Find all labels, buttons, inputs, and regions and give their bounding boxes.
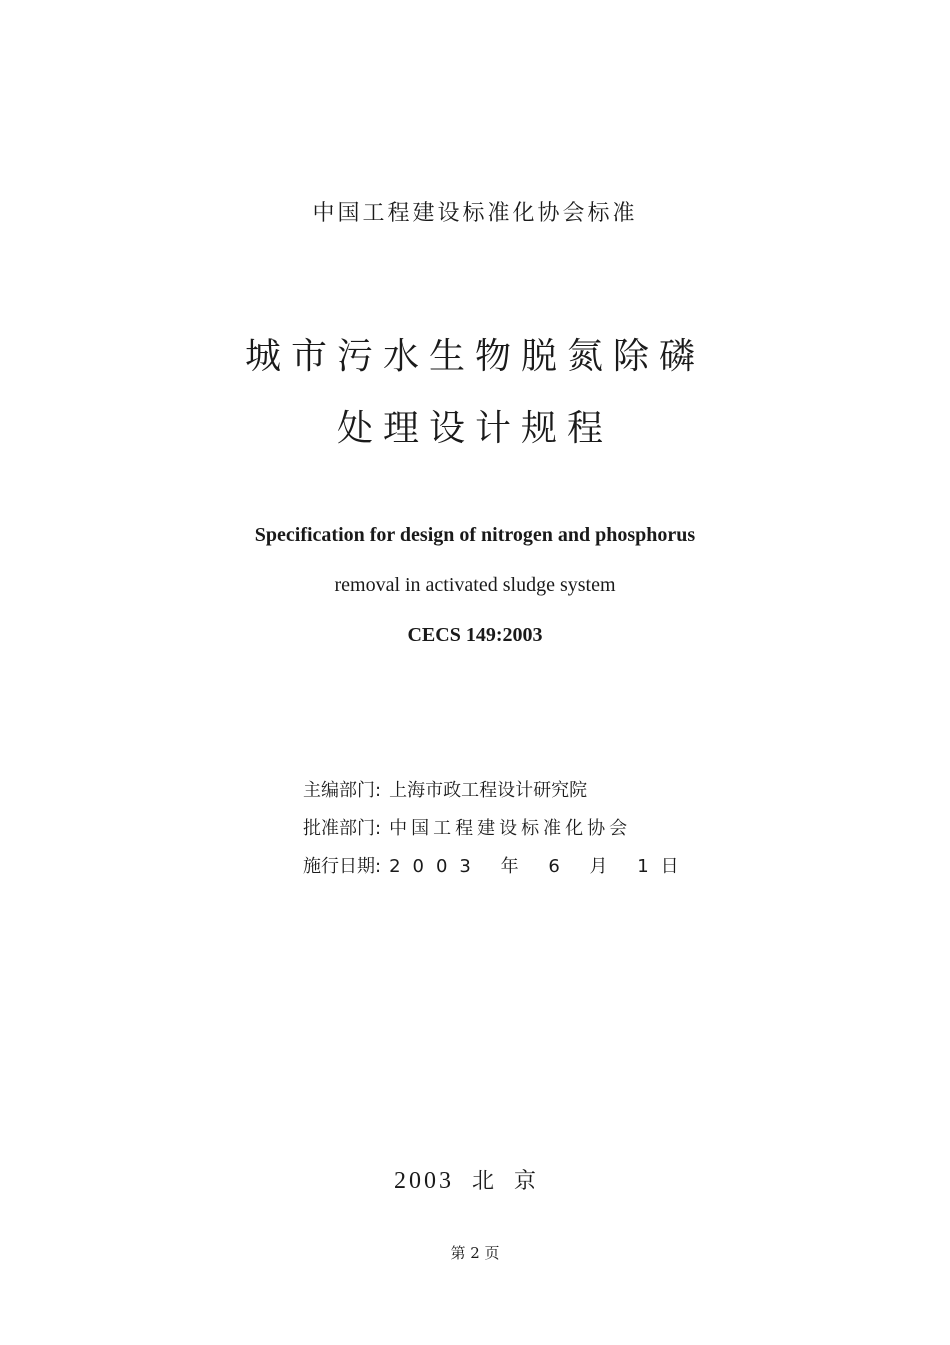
- publication-place: [0, 1164, 950, 1195]
- editor-row: [303, 779, 723, 817]
- publication-year: 2003: [393, 1168, 454, 1194]
- page-number: 第 2 页: [450, 1244, 500, 1262]
- main-title-line-2: 处理设计规程: [336, 408, 613, 449]
- publication-city: 北京: [471, 1169, 556, 1194]
- editor-label: 主编部门:: [303, 780, 382, 801]
- english-title-line-1: Specification for design of nitrogen and phosphorus: [254, 524, 696, 546]
- english-title-line-2: removal in activated sludge system: [334, 574, 616, 596]
- standard-code: CECS 149:2003: [407, 624, 543, 646]
- editor-value: 上海市政工程设计研究院: [389, 780, 588, 801]
- approver-row: [303, 817, 723, 855]
- date-label: 施行日期:: [303, 856, 382, 877]
- series-title: 中国工程建设标准化协会标准: [312, 201, 638, 226]
- date-value: 2003 年 6 月 1日: [389, 856, 691, 877]
- info-block: [303, 779, 723, 893]
- date-row: [303, 855, 723, 893]
- approver-value: 中国工程建设标准化协会: [389, 818, 632, 839]
- main-title-line-1: 城市污水生物脱氮除磷: [244, 336, 705, 377]
- approver-label: 批准部门:: [303, 818, 382, 839]
